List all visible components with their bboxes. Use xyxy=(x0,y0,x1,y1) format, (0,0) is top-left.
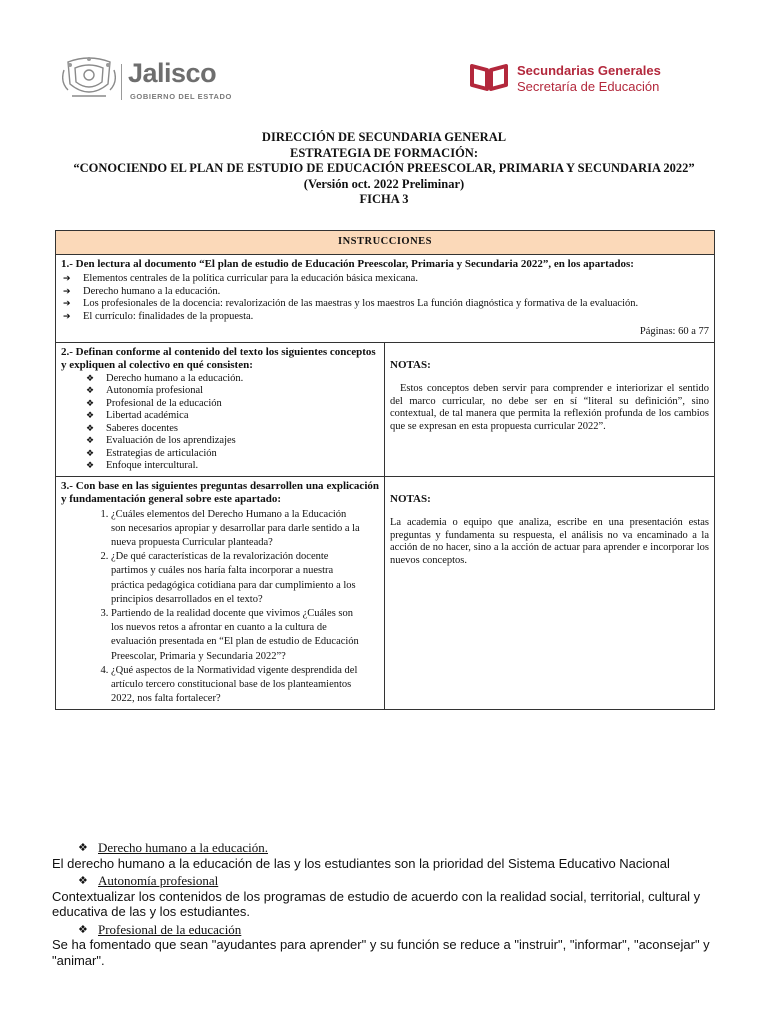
list-item: ➔ Elementos centrales de la política curricular para la educación básica mexicana. xyxy=(83,273,709,286)
section-3-notes xyxy=(385,476,715,710)
document-titles xyxy=(48,130,720,208)
list-item: ❖ Derecho humano a la educación. xyxy=(106,373,379,386)
instructions-header: INSTRUCCIONES xyxy=(56,231,715,255)
section-1-list xyxy=(61,273,709,323)
sg-logo-title: Secundarias Generales xyxy=(517,63,661,78)
list-item: ❖ Libertad académica xyxy=(106,410,379,423)
list-item: ➔ Los profesionales de la docencia: revalorización de las maestras y los maestros La función diagnóstica y formativa de la evaluación. xyxy=(83,298,709,311)
question-item: 4. ¿Qué aspectos de la Normatividad vigente desprendida del artículo tercero constitucional base de los planteamientos 2022, nos falta fortalecer? xyxy=(111,664,379,707)
question-item: 3. Partiendo de la realidad docente que vivimos ¿Cuáles son los nuevos retos a afrontar en cuanto a la cultura de evaluación presentada en “El plan de estudio de Educación Preescolar, Primaria y Secundaria 2022”? xyxy=(111,607,379,664)
jalisco-logo-name: Jalisco xyxy=(128,58,217,88)
logo-divider xyxy=(121,64,122,100)
title-line-2: ESTRATEGIA DE FORMACIÓN: xyxy=(290,145,478,160)
section-3 xyxy=(56,476,385,710)
title-line-3: “CONOCIENDO EL PLAN DE ESTUDIO DE EDUCACIÓN PREESCOLAR, PRIMARIA Y SECUNDARIA 2022” xyxy=(73,161,695,175)
definition-text: El derecho humano a la educación de las y los estudiantes son la prioridad del Sistema Educativo Nacional xyxy=(52,855,670,871)
notes-title: NOTAS: xyxy=(390,492,431,505)
pages-reference: Páginas: 60 a 77 xyxy=(639,326,709,337)
list-item: ❖ Autonomía profesional xyxy=(106,385,379,398)
section-3-questions xyxy=(61,508,379,707)
list-item: ❖ Evaluación de los aprendizajes xyxy=(106,435,379,448)
list-item: ➔ Derecho humano a la educación. xyxy=(83,286,709,299)
definition-text: Se ha fomentado que sean "ayudantes para aprender" y su función se reduce a "instruir", "informar", "aconsejar" y "animar". xyxy=(52,937,710,968)
section-3-intro: 3.- Con base en las siguientes preguntas desarrollen una explicación y fundamentación general sobre este apartado: xyxy=(61,479,379,505)
jalisco-logo-subtitle: GOBIERNO DEL ESTADO xyxy=(130,92,232,101)
title-line-4: (Versión oct. 2022 Preliminar) xyxy=(303,176,465,191)
open-book-icon xyxy=(469,62,509,92)
definition-heading: ❖ Derecho humano a la educación. xyxy=(52,840,722,856)
title-line-5: FICHA 3 xyxy=(359,192,409,206)
list-item: ❖ Saberes docentes xyxy=(106,423,379,436)
question-item: 1. ¿Cuáles elementos del Derecho Humano a la Educación son necesarios apropiar y desarrollar para darle sentido a la nueva propuesta Curricular planteada? xyxy=(111,508,379,551)
sg-logo-subtitle: Secretaría de Educación xyxy=(517,79,660,94)
list-item: ❖ Enfoque intercultural. xyxy=(106,460,379,473)
section-1-intro: 1.- Den lectura al documento “El plan de estudio de Educación Preescolar, Primaria y Secundaria 2022”, en los apartados: xyxy=(61,258,634,270)
section-2-list xyxy=(61,373,379,473)
notes-text: Estos conceptos deben servir para comprender e interiorizar el sentido del marco curricular, no debe ser en sí “literal su definición”, sino contextual, de tal manera que permita la reflexión profunda de los cambios que se expresan en esta propuesta curricular 2022”. xyxy=(390,383,709,432)
notes-text: La academia o equipo que analiza, escribe en una presentación estas preguntas y fundamenta su respuesta, el análisis no va encaminado a la acción de no hacer, sino a la acción de actuar para aprender e incorporar los nuevos conceptos. xyxy=(390,517,709,566)
page-header xyxy=(0,56,768,112)
notes-title: NOTAS: xyxy=(390,358,431,371)
question-item: 2. ¿De qué características de la revalorización docente partimos y cuáles nos haría falta incorporar a nuestra práctica pedagógica cotidiana para dar cumplimiento a los principios desarrollados en el texto? xyxy=(111,550,379,607)
jalisco-seal-icon xyxy=(62,56,116,102)
list-item: ❖ Profesional de la educación xyxy=(106,398,379,411)
list-item: ➔ El currículo: finalidades de la propuesta. xyxy=(83,311,709,324)
section-1 xyxy=(56,255,715,343)
definition-heading: ❖ Profesional de la educación xyxy=(52,922,722,938)
section-2 xyxy=(56,342,385,476)
definition-heading: ❖ Autonomía profesional xyxy=(52,873,722,889)
title-line-1: DIRECCIÓN DE SECUNDARIA GENERAL xyxy=(261,130,507,144)
list-item: ❖ Estrategias de articulación xyxy=(106,448,379,461)
section-2-intro: 2.- Definan conforme al contenido del texto los siguientes conceptos y expliquen al colectivo en qué consisten: xyxy=(61,345,376,371)
definition-text: Contextualizar los contenidos de los programas de estudio de acuerdo con la realidad social, territorial, cultural y educativa de las y los estudiantes. xyxy=(52,888,701,919)
section-2-notes xyxy=(385,342,715,476)
concept-definitions xyxy=(52,840,722,970)
instructions-table xyxy=(55,230,715,710)
